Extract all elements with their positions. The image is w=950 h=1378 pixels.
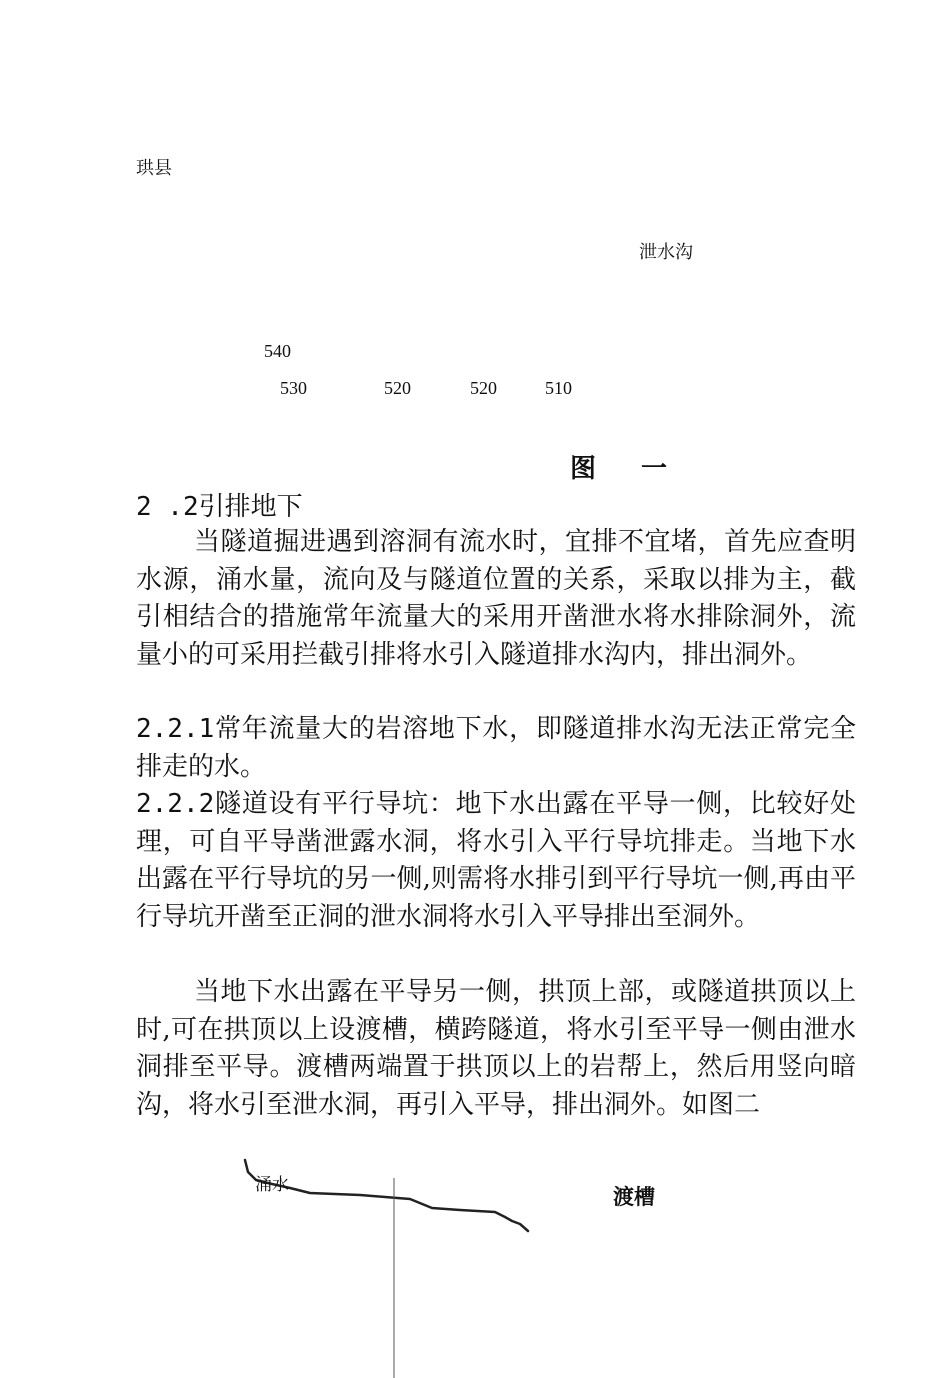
diagram-label-ducao: 渡槽 [613,1185,655,1209]
section-title: 引排地下 [198,492,303,522]
subsection-number: 2.2.2 [136,789,215,819]
subsection-text: 常年流量大的岩溶地下水，即隧道排水沟无法正常完全排走的水。 [136,714,856,782]
elevation-label: 520 [384,378,411,398]
map-label-xieshuigou: 泄水沟 [639,242,693,263]
body-paragraph: 当隧道掘进遇到溶洞有流水时，宜排不宜堵，首先应查明水源，涌水量，流向及与隧道位置的关系，采取以排为主，截引相结合的措施常年流量大的采用开凿泄水将水排除洞外，流量小的可采用拦截引排将水引入隧道排水沟内，排出洞外。 [136,527,856,670]
subsection-number: 2.2.1 [136,714,215,744]
subsection-text: 隧道设有平行导坑：地下水出露在平导一侧，比较好处理，可自平导凿泄露水洞，将水引入平行导坑排走。当地下水出露在平行导坑的另一侧,则需将水排引到平行导坑一侧,再由平行导坑开凿至正洞的泄水洞将水引入平导排出至洞外。 [136,789,856,932]
body-paragraph: 当地下水出露在平导另一侧，拱顶上部，或隧道拱顶以上时,可在拱顶以上设渡槽，横跨隧道，将水引至平导一侧由泄水洞排至平导。渡槽两端置于拱顶以上的岩帮上，然后用竖向暗沟，将水引至泄水洞，再引入平导，排出洞外。如图二 [136,977,856,1120]
elevation-label: 530 [280,378,307,398]
figure-caption: 图 一 [570,454,686,484]
elevation-label: 520 [470,378,497,398]
diagram-label-yongshui: 涌水 [255,1175,289,1195]
section-number: 2 .2 [136,492,199,522]
map-label-gongxian: 珙县 [136,158,172,179]
elevation-label: 510 [545,378,572,398]
elevation-label: 540 [264,341,291,361]
